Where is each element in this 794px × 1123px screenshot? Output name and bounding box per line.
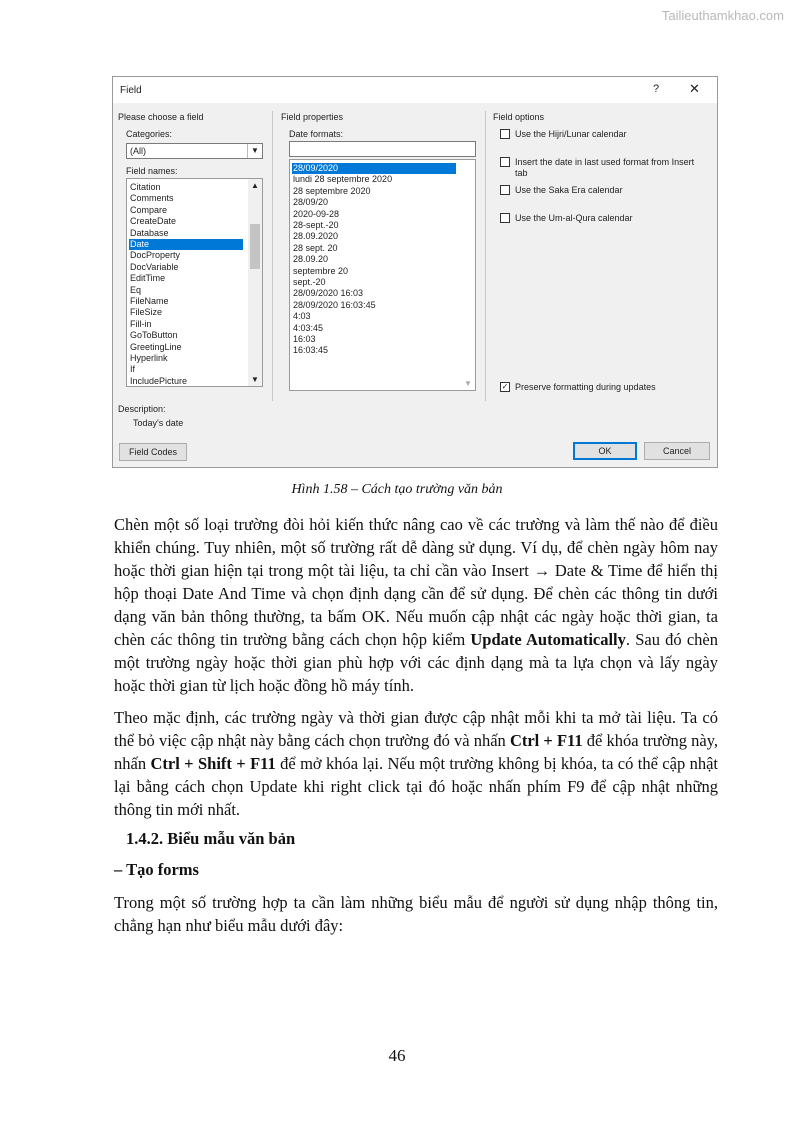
option-checkbox[interactable]: [500, 129, 510, 139]
date-format-item[interactable]: 28.09.20: [293, 254, 329, 265]
paragraph-3: Trong một số trường hợp ta cần làm những biểu mẫu để người sử dụng nhập thông tin, chẳng hạn như biểu mẫu dưới đây:: [114, 893, 718, 935]
field-names-label: Field names:: [126, 166, 178, 176]
figure-caption: Hình 1.58 – Cách tạo trường văn bản: [291, 482, 503, 497]
date-format-item[interactable]: 4:03: [293, 311, 311, 322]
dialog-title: Field: [120, 85, 142, 96]
choose-field-label: Please choose a field: [118, 112, 204, 122]
date-format-item[interactable]: septembre 20: [293, 265, 349, 276]
paragraph-1: Chèn một số loại trường đòi hỏi kiến thức nâng cao về các trường và làm thế nào để điều khiển chúng. Tuy nhiên, một số trường rất dễ dàng sử dụng. Ví dụ, để chèn ngày hôm nay hoặc thời gian hiện tại trong một tài liệu, ta chỉ cần vào Insert → Date & Time để hiển thị hộp thoại Date And Time và chọn định dạng cần để sử dụng. Để chèn các thông tin dưới dạng văn bản thông thường, ta bấm OK. Nếu muốn cập nhật các ngày hoặc thời gian, ta chèn các thông tin trường bằng cách chọn hộp kiểm Update Automatically. Sau đó chèn một trường ngày hoặc thời gian phù hợp với các định dạng mà ta lựa chọn và lấy ngày hoặc thời gian từ lịch hoặc đồng hồ máy tính.: [114, 515, 718, 695]
date-format-item[interactable]: 28/09/2020 16:03:45: [293, 299, 376, 310]
option-label: Use the Hijri/Lunar calendar: [515, 129, 627, 139]
cancel-button[interactable]: Cancel: [644, 442, 710, 460]
field-names-scrollbar[interactable]: [248, 179, 262, 386]
separator-right: [485, 111, 486, 401]
field-name-item[interactable]: GreetingLine: [130, 341, 182, 352]
ok-button[interactable]: OK: [573, 442, 637, 460]
date-format-item[interactable]: lundi 28 septembre 2020: [293, 174, 393, 185]
subsection-heading: – Tạo forms: [114, 860, 199, 879]
field-name-item[interactable]: DocProperty: [130, 250, 181, 261]
field-dialog-screenshot: [112, 76, 718, 468]
field-name-item[interactable]: Fill-in: [130, 318, 152, 329]
scroll-down-icon[interactable]: ▼: [251, 375, 259, 384]
field-codes-button[interactable]: Field Codes: [119, 443, 187, 461]
chevron-down-icon[interactable]: ▼: [247, 144, 262, 158]
help-button[interactable]: ?: [653, 83, 660, 95]
date-format-item[interactable]: 28/09/20: [293, 197, 329, 208]
dialog-titlebar: [113, 77, 717, 103]
date-format-item[interactable]: 16:03: [293, 334, 316, 344]
date-formats-label: Date formats:: [289, 129, 344, 139]
option-label: Use the Um-al-Qura calendar: [515, 213, 633, 223]
watermark: Tailieuthamkhao.com: [661, 8, 784, 23]
description-label: Description:: [118, 404, 166, 414]
field-name-item[interactable]: Eq: [130, 284, 142, 295]
field-name-item[interactable]: IncludePicture: [130, 375, 188, 386]
field-name-item[interactable]: EditTime: [130, 273, 166, 284]
field-name-item[interactable]: FileSize: [130, 307, 163, 318]
date-format-input[interactable]: [289, 141, 476, 157]
separator-left: [272, 111, 273, 401]
date-formats-list[interactable]: [289, 159, 476, 391]
date-format-item[interactable]: 28-sept.-20: [293, 220, 339, 230]
checkmark-icon[interactable]: ✓: [501, 382, 509, 391]
option-label: Insert the date in last used format from Insert tab: [515, 157, 695, 178]
field-name-item[interactable]: CreateDate: [130, 216, 177, 227]
date-format-item[interactable]: sept.-20: [293, 277, 326, 287]
paragraph-2: Theo mặc định, các trường ngày và thời gian được cập nhật mỗi khi ta mở tài liệu. Ta có thể bỏ việc cập nhật này bằng cách chọn trường đó và nhấn Ctrl + F11 để khóa trường này, nhấn Ctrl + Shift + F11 để mở khóa lại. Nếu một trường không bị khóa, ta có thể cập nhật lại bằng cách chọn Update khi right click tại đó hoặc nhấn phím F9 để cập nhật những thông tin mới nhất.: [114, 708, 719, 819]
arrow-icon: →: [533, 561, 551, 580]
field-name-item[interactable]: Compare: [130, 204, 168, 215]
option-label: Use the Saka Era calendar: [515, 185, 623, 195]
close-button[interactable]: ✕: [689, 81, 700, 96]
categories-label: Categories:: [126, 129, 173, 139]
date-format-item[interactable]: 28/09/2020 16:03: [293, 288, 364, 299]
date-formats-scrollbar[interactable]: [461, 160, 475, 390]
scroll-thumb[interactable]: [250, 224, 260, 269]
field-name-item[interactable]: Date: [129, 239, 243, 250]
date-format-item[interactable]: 28 septembre 2020: [293, 185, 371, 196]
date-format-item[interactable]: 28/09/2020: [292, 163, 456, 174]
field-name-item[interactable]: Citation: [130, 182, 161, 192]
field-name-item[interactable]: If: [130, 364, 136, 375]
field-name-item[interactable]: Comments: [130, 193, 174, 204]
date-format-item[interactable]: 2020-09-28: [293, 208, 340, 219]
field-name-item[interactable]: GoToButton: [130, 330, 178, 341]
field-name-item[interactable]: DocVariable: [130, 261, 179, 272]
categories-value: (All): [130, 146, 146, 156]
date-format-item[interactable]: 4:03:45: [293, 322, 324, 333]
field-name-item[interactable]: FileName: [130, 296, 169, 306]
description-text: Today's date: [133, 418, 184, 428]
date-format-item[interactable]: 16:03:45: [293, 345, 329, 356]
date-format-item[interactable]: 28.09.2020: [293, 231, 339, 242]
section-heading: 1.4.2. Biểu mẫu văn bản: [126, 829, 296, 848]
option-checkbox[interactable]: [500, 157, 510, 167]
field-name-item[interactable]: Database: [130, 227, 169, 238]
field-names-list[interactable]: [126, 178, 263, 387]
scroll-up-icon[interactable]: ▲: [251, 181, 259, 190]
date-format-item[interactable]: 28 sept. 20: [293, 242, 338, 253]
scroll-down-icon[interactable]: ▼: [464, 379, 472, 388]
categories-dropdown[interactable]: [126, 143, 263, 159]
field-name-item[interactable]: Hyperlink: [130, 353, 168, 363]
field-properties-label: Field properties: [281, 112, 344, 122]
option-checkbox[interactable]: [500, 185, 510, 195]
page-number: 46: [388, 1046, 406, 1065]
option-checkbox[interactable]: [500, 213, 510, 223]
option-label: Preserve formatting during updates: [515, 382, 656, 392]
field-options-label: Field options: [493, 112, 545, 122]
